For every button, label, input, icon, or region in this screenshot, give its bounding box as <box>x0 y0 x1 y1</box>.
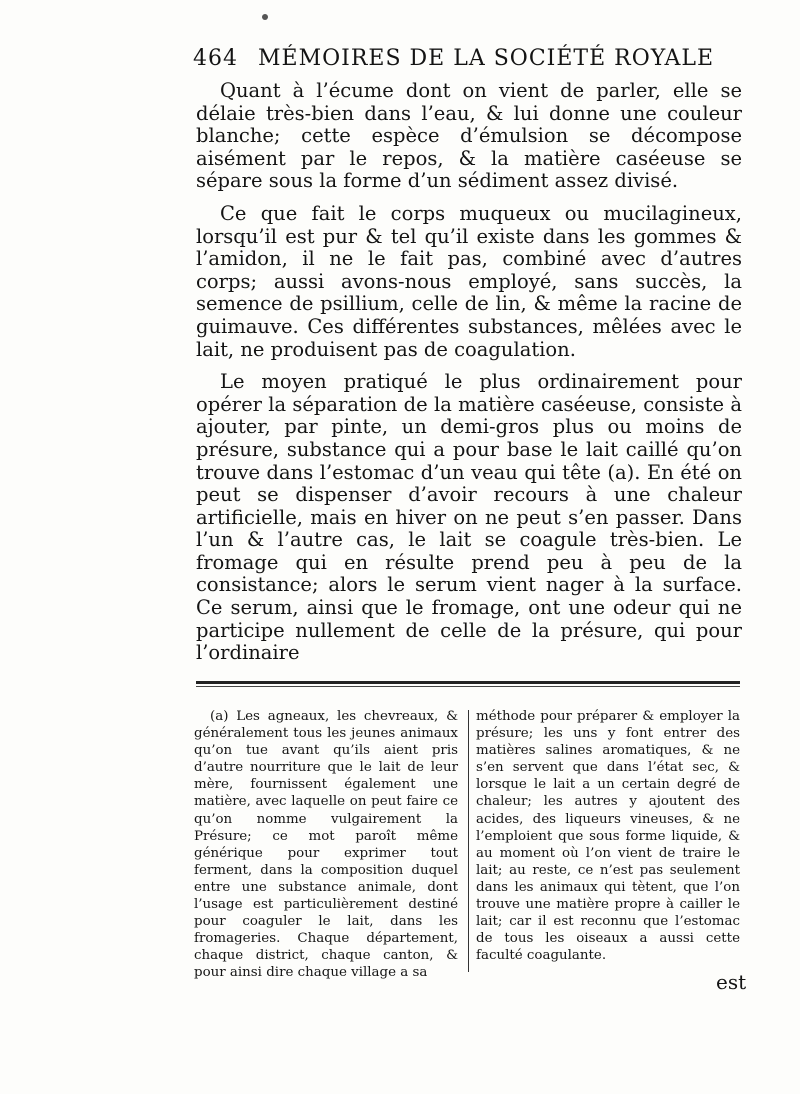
footnote-column-right <box>476 708 740 964</box>
running-title: MÉMOIRES DE LA SOCIÉTÉ ROYALE <box>258 46 715 71</box>
footnote-column-divider <box>468 710 469 972</box>
main-text <box>196 80 742 675</box>
catchword: est <box>716 970 747 994</box>
footnote-text-right: méthode pour préparer & employer la présure; les uns y font entrer des matières salines aromatiques, & ne s’en servent que dans l’état sec, & lorsque le lait a un certain degré de chaleur; les autres y ajoutent des acides, des liqueurs vineuses, & ne l’emploient que sous forme liquide, & au moment où l’on vient de traire le lait; au reste, ce n’est pas seulement dans les animaux qui tètent, que l’on trouve une matière propre à cailler le lait; car il est reconnu que l’estomac de tous les oiseaux a aussi cette faculté coagulante. <box>476 709 740 964</box>
footnote-column-left <box>194 708 458 982</box>
footnote-text-left: (a) Les agneaux, les chevreaux, & généralement tous les jeunes animaux qu’on tue avant qu’ils aient pris d’autre nourriture que le lait de leur mère, fournissent également une matière, avec laquelle on peut faire ce qu’on nomme vulgairement la Présure; ce mot paroît même générique pour exprimer tout ferment, dans la composition duquel entre une substance animale, dont l’usage est particulièrement destiné pour coaguler le lait, dans les fromageries. Chaque département, chaque district, chaque canton, & pour ainsi dire chaque village a sa <box>194 709 458 981</box>
paragraph-3: Le moyen pratiqué le plus ordinairement pour opérer la séparation de la matière caséeuse, consiste à ajouter, par pinte, un demi-gros plus ou moins de présure, substance qui a pour base le lait caillé qu’on trouve dans l’estomac d’un veau qui tête (a). En été on peut se dispenser d’avoir recours à une chaleur artificielle, mais en hiver on ne peut s’en passer. Dans l’un & l’autre cas, le lait se coagule très-bien. Le fromage qui en résulte prend peu à peu de la consistance; alors le serum vient nager à la surface. Ce serum, ainsi que le fromage, ont une odeur qui ne participe nullement de celle de la présure, qui pour l’ordinaire <box>196 370 742 665</box>
page-number: 464 <box>193 46 238 71</box>
ink-speck <box>262 14 268 20</box>
footnote-rule <box>196 681 740 684</box>
paragraph-2: Ce que fait le corps muqueux ou mucilagineux, lorsqu’il est pur & tel qu’il existe dans les gommes & l’amidon, il ne le fait pas, combiné avec d’autres corps; aussi avons-nous employé, sans succès, la semence de psillium, celle de lin, & même la racine de guimauve. Ces différentes substances, mêlées avec le lait, ne produisent pas de coagulation. <box>196 201 742 361</box>
paragraph-1: Quant à l’écume dont on vient de parler, elle se délaie très-bien dans l’eau, & lui donne une couleur blanche; cette espèce d’émulsion se décompose aisément par le repos, & la matière caséeuse se sépare sous la forme d’un sédiment assez divisé. <box>196 79 742 193</box>
running-header <box>193 46 715 71</box>
